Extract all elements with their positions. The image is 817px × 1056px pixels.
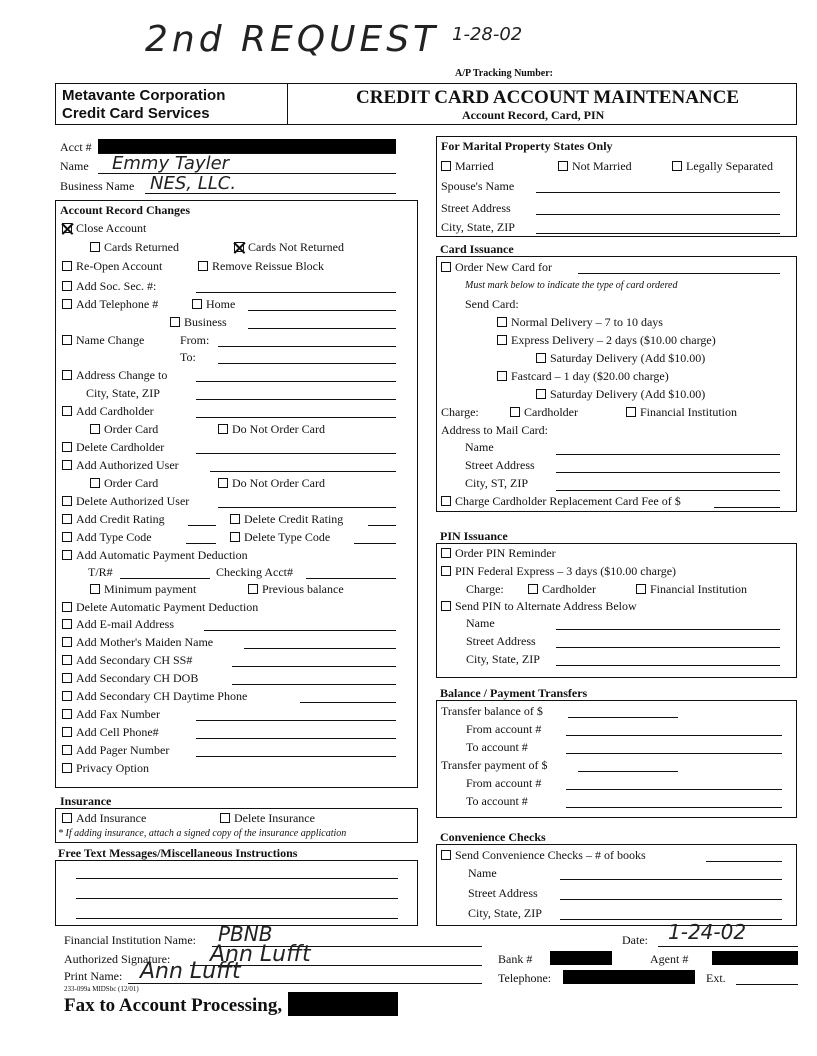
pin-street-label: Street Address [466, 634, 536, 648]
transfer-payment-line[interactable] [578, 771, 678, 772]
min-payment-checkbox[interactable] [90, 584, 100, 594]
name-label: Name [60, 159, 89, 173]
sec-ss-checkbox[interactable] [62, 655, 72, 665]
cards-returned-checkbox[interactable] [90, 242, 100, 252]
card-issuance-box [436, 256, 797, 512]
add-type-line[interactable] [186, 543, 216, 544]
delete-type-row[interactable] [230, 531, 330, 543]
home-checkbox[interactable] [192, 299, 202, 309]
acct-label: Acct # [60, 140, 92, 154]
remove-reissue-label: Remove Reissue Block [212, 259, 324, 273]
addr-csz-line[interactable] [196, 399, 396, 400]
payment-from-label: From account # [466, 776, 542, 790]
add-insurance-label: Add Insurance [76, 811, 147, 825]
delete-auto-row[interactable] [62, 601, 258, 613]
normal-row[interactable] [497, 316, 663, 328]
tel-label: Add Telephone # [76, 297, 159, 311]
maiden-row[interactable] [62, 636, 213, 648]
ext-label: Ext. [706, 971, 726, 985]
soc-line[interactable] [196, 292, 396, 293]
bank-label: Bank # [498, 952, 533, 966]
delete-insurance-checkbox[interactable] [220, 813, 230, 823]
sec-phone-row[interactable] [62, 690, 247, 702]
normal-checkbox[interactable] [497, 317, 507, 327]
delete-insurance-row[interactable] [220, 812, 315, 824]
to-line[interactable] [218, 363, 396, 364]
card-issuance-title: Card Issuance [440, 242, 514, 256]
free-text-line-3[interactable] [76, 918, 398, 919]
pin-street-line[interactable] [556, 647, 780, 648]
fax-row[interactable] [62, 708, 160, 720]
fax-checkbox[interactable] [62, 709, 72, 719]
delete-auto-checkbox[interactable] [62, 602, 72, 612]
do-not-order-checkbox[interactable] [218, 424, 228, 434]
soc-label: Add Soc. Sec. #: [76, 279, 157, 293]
marital-street-line[interactable] [536, 214, 780, 215]
add-credit-line[interactable] [188, 525, 216, 526]
pin-federal-label: PIN Federal Express – 3 days ($10.00 charge) [455, 564, 677, 578]
delete-type-label: Delete Type Code [244, 530, 331, 544]
convenience-name-line[interactable] [560, 879, 782, 880]
address-mail-label: Address to Mail Card: [441, 423, 548, 437]
sec-dob-checkbox[interactable] [62, 673, 72, 683]
tel-row[interactable] [62, 298, 158, 310]
add-cardholder-line[interactable] [196, 417, 396, 418]
name-change-checkbox[interactable] [62, 335, 72, 345]
insurance-title: Insurance [60, 794, 112, 808]
addr-change-row[interactable] [62, 369, 167, 381]
card-charge-fi-label: Financial Institution [640, 405, 737, 419]
pager-line[interactable] [196, 756, 396, 757]
home-line[interactable] [248, 310, 396, 311]
replacement-fee-checkbox[interactable] [441, 496, 451, 506]
replacement-fee-row[interactable] [441, 495, 681, 507]
convenience-send-row[interactable] [441, 849, 646, 861]
pin-charge-cardholder-row[interactable] [528, 583, 596, 595]
handwritten-name: Emmy Tayler [112, 153, 230, 174]
cell-checkbox[interactable] [62, 727, 72, 737]
close-account-label: Close Account [76, 221, 147, 235]
add-type-checkbox[interactable] [62, 532, 72, 542]
balance-to-label: To account # [466, 740, 528, 754]
free-text-line-1[interactable] [76, 878, 398, 879]
bank-redaction [550, 951, 612, 965]
convenience-title: Convenience Checks [440, 830, 546, 844]
pager-row[interactable] [62, 744, 169, 756]
fastcard-label: Fastcard – 1 day ($20.00 charge) [511, 369, 669, 383]
cell-line[interactable] [196, 738, 396, 739]
from-line[interactable] [218, 346, 396, 347]
handwritten-print-name: Ann Lufft [140, 959, 241, 984]
not-married-label: Not Married [572, 159, 632, 173]
add-credit-row[interactable] [62, 513, 165, 525]
marital-title: For Marital Property States Only [441, 139, 613, 153]
order-new-row[interactable] [441, 261, 552, 273]
privacy-checkbox[interactable] [62, 763, 72, 773]
prev-balance-checkbox[interactable] [248, 584, 258, 594]
card-charge-cardholder-checkbox[interactable] [510, 407, 520, 417]
free-text-line-2[interactable] [76, 898, 398, 899]
handwritten-request-date: 1-28-02 [452, 24, 523, 45]
do-not-order-label: Do Not Order Card [232, 422, 325, 436]
order-card2-checkbox[interactable] [90, 478, 100, 488]
convenience-csz-label: City, State, ZIP [468, 906, 542, 920]
name-change-label: Name Change [76, 333, 145, 347]
pin-charge-cardholder-label: Cardholder [542, 582, 596, 596]
addr-csz-label: City, State, ZIP [86, 386, 160, 400]
order-card2-row[interactable] [90, 477, 158, 489]
separated-checkbox[interactable] [672, 161, 682, 171]
delete-credit-row[interactable] [230, 513, 343, 525]
card-mail-street-line[interactable] [556, 472, 780, 473]
pin-send-alt-label: Send PIN to Alternate Address Below [455, 599, 637, 613]
send-card-label: Send Card: [465, 297, 519, 311]
normal-label: Normal Delivery – 7 to 10 days [511, 315, 663, 329]
addr-change-label: Address Change to [76, 368, 168, 382]
maiden-checkbox[interactable] [62, 637, 72, 647]
fax-redaction [288, 992, 398, 1016]
replacement-fee-label: Charge Cardholder Replacement Card Fee of $ [455, 494, 681, 508]
do-not-order2-checkbox[interactable] [218, 478, 228, 488]
cards-not-returned-label: Cards Not Returned [248, 240, 344, 254]
add-cardholder-label: Add Cardholder [76, 404, 154, 418]
min-payment-label: Minimum payment [104, 582, 197, 596]
insurance-note: * If adding insurance, attach a signed copy of the insurance application [58, 828, 347, 839]
home-label: Home [206, 297, 236, 311]
fax-label: Add Fax Number [76, 707, 160, 721]
card-mail-name-label: Name [465, 440, 494, 454]
fax-instruction: Fax to Account Processing, [64, 995, 283, 1016]
auth-sig-label: Authorized Signature: [64, 952, 171, 966]
add-type-label: Add Type Code [76, 530, 152, 544]
balance-from-label: From account # [466, 722, 542, 736]
pin-charge-cardholder-checkbox[interactable] [528, 584, 538, 594]
add-cardholder-checkbox[interactable] [62, 406, 72, 416]
express-row[interactable] [497, 334, 716, 346]
sec-ss-line[interactable] [232, 666, 396, 667]
do-not-order-row[interactable] [218, 423, 325, 435]
add-auth-label: Add Authorized User [76, 458, 179, 472]
business-phone-label: Business [184, 315, 227, 329]
delete-cardholder-label: Delete Cardholder [76, 440, 165, 454]
checking-label: Checking Acct# [216, 565, 293, 579]
pin-send-alt-row[interactable] [441, 600, 637, 612]
pager-label: Add Pager Number [76, 743, 170, 757]
card-charge-fi-row[interactable] [626, 406, 737, 418]
sec-dob-label: Add Secondary CH DOB [76, 671, 199, 685]
transfer-balance-line[interactable] [568, 717, 678, 718]
fastcard-row[interactable] [497, 370, 669, 382]
add-type-row[interactable] [62, 531, 152, 543]
privacy-row[interactable] [62, 762, 149, 774]
close-account-checkbox[interactable] [62, 223, 72, 233]
handwritten-business: NES, LLC. [150, 173, 237, 194]
delete-cardholder-checkbox[interactable] [62, 442, 72, 452]
sec-phone-line[interactable] [300, 702, 396, 703]
free-text-title: Free Text Messages/Miscellaneous Instructions [58, 846, 298, 860]
pin-federal-row[interactable] [441, 565, 676, 577]
pin-charge-fi-row[interactable] [636, 583, 747, 595]
express-checkbox[interactable] [497, 335, 507, 345]
marital-csz-label: City, State, ZIP [441, 220, 515, 234]
saturday1-checkbox[interactable] [536, 353, 546, 363]
soc-row[interactable] [62, 280, 156, 292]
prev-balance-label: Previous balance [262, 582, 344, 596]
cards-not-returned-checkbox[interactable] [234, 242, 244, 252]
do-not-order2-row[interactable] [218, 477, 325, 489]
remove-reissue-row[interactable] [198, 260, 324, 272]
min-payment-row[interactable] [90, 583, 196, 595]
reopen-label: Re-Open Account [76, 259, 163, 273]
delete-type-checkbox[interactable] [230, 532, 240, 542]
delete-cardholder-row[interactable] [62, 441, 164, 453]
delete-credit-line[interactable] [368, 525, 396, 526]
marital-csz-line[interactable] [536, 233, 780, 234]
form-code: 233-099a MIDSbc (12/01) [64, 985, 139, 993]
handwritten-signature: Ann Lufft [210, 942, 311, 967]
email-row[interactable] [62, 618, 174, 630]
business-name-label: Business Name [60, 179, 135, 193]
order-card-checkbox[interactable] [90, 424, 100, 434]
add-auto-row[interactable] [62, 549, 248, 561]
agent-redaction [712, 951, 798, 965]
delete-auth-row[interactable] [62, 495, 189, 507]
card-charge-label: Charge: [441, 405, 479, 419]
delete-cardholder-line[interactable] [196, 453, 396, 454]
delete-credit-label: Delete Credit Rating [244, 512, 344, 526]
add-auth-checkbox[interactable] [62, 460, 72, 470]
add-credit-checkbox[interactable] [62, 514, 72, 524]
spouse-line[interactable] [536, 192, 780, 193]
tr-label: T/R# [88, 565, 113, 579]
form-title: CREDIT CARD ACCOUNT MAINTENANCE [356, 87, 740, 108]
pin-charge-fi-label: Financial Institution [650, 582, 747, 596]
convenience-name-label: Name [468, 866, 497, 880]
print-name-label: Print Name: [64, 969, 123, 983]
pin-send-alt-checkbox[interactable] [441, 601, 451, 611]
pin-charge-label: Charge: [466, 582, 504, 596]
card-mail-csz-line[interactable] [556, 490, 780, 491]
fastcard-checkbox[interactable] [497, 371, 507, 381]
card-charge-cardholder-row[interactable] [510, 406, 578, 418]
saturday2-row[interactable] [536, 388, 705, 400]
convenience-street-line[interactable] [560, 899, 782, 900]
business-phone-row[interactable] [170, 316, 227, 328]
order-new-checkbox[interactable] [441, 262, 451, 272]
agent-label: Agent # [650, 952, 689, 966]
pin-csz-label: City, State, ZIP [466, 652, 540, 666]
married-checkbox[interactable] [441, 161, 451, 171]
telephone-label: Telephone: [498, 971, 552, 985]
prev-balance-row[interactable] [248, 583, 344, 595]
delete-auth-label: Delete Authorized User [76, 494, 190, 508]
order-card-label: Order Card [104, 422, 159, 436]
cards-returned-label: Cards Returned [104, 240, 179, 254]
header-divider [287, 83, 288, 125]
tel-checkbox[interactable] [62, 299, 72, 309]
delete-insurance-label: Delete Insurance [234, 811, 315, 825]
card-charge-cardholder-label: Cardholder [524, 405, 578, 419]
must-mark-note: Must mark below to indicate the type of card ordered [465, 280, 678, 291]
card-mail-name-line[interactable] [556, 454, 780, 455]
sec-dob-line[interactable] [232, 684, 396, 685]
pin-name-line[interactable] [556, 629, 780, 630]
order-new-line[interactable] [578, 273, 780, 274]
card-charge-fi-checkbox[interactable] [626, 407, 636, 417]
pin-csz-line[interactable] [556, 665, 780, 666]
balance-from-line[interactable] [566, 735, 782, 736]
card-mail-csz-label: City, ST, ZIP [465, 476, 529, 490]
ap-tracking-label: A/P Tracking Number: [455, 68, 553, 79]
reopen-checkbox[interactable] [62, 261, 72, 271]
account-changes-title: Account Record Changes [60, 203, 190, 217]
fax-line[interactable] [196, 720, 396, 721]
sec-dob-row[interactable] [62, 672, 198, 684]
handwritten-date: 1-24-02 [668, 920, 747, 944]
cards-returned-row[interactable] [90, 241, 179, 253]
handwritten-request-note: 2nd REQUEST [145, 19, 440, 60]
order-card-row[interactable] [90, 423, 158, 435]
sec-phone-checkbox[interactable] [62, 691, 72, 701]
tr-line[interactable] [120, 578, 210, 579]
from-label: From: [180, 333, 210, 347]
delete-type-line[interactable] [354, 543, 396, 544]
telephone-redaction [563, 970, 695, 984]
add-auto-checkbox[interactable] [62, 550, 72, 560]
business-phone-checkbox[interactable] [170, 317, 180, 327]
acct-redaction [98, 139, 396, 153]
remove-reissue-checkbox[interactable] [198, 261, 208, 271]
maiden-line[interactable] [244, 648, 396, 649]
pin-title: PIN Issuance [440, 529, 508, 543]
checking-line[interactable] [306, 578, 396, 579]
pin-charge-fi-checkbox[interactable] [636, 584, 646, 594]
sec-ss-row[interactable] [62, 654, 192, 666]
cards-not-returned-row[interactable] [234, 241, 344, 253]
payment-to-line[interactable] [566, 807, 782, 808]
order-new-label: Order New Card for [455, 260, 552, 274]
transfer-balance-label: Transfer balance of $ [441, 704, 543, 718]
reopen-row[interactable] [62, 260, 162, 272]
balance-to-line[interactable] [566, 753, 782, 754]
not-married-checkbox[interactable] [558, 161, 568, 171]
add-insurance-checkbox[interactable] [62, 813, 72, 823]
date-label: Date: [622, 933, 648, 947]
handwritten-institution: PBNB [218, 922, 273, 946]
convenience-books-line[interactable] [706, 861, 782, 862]
express-label: Express Delivery – 2 days ($10.00 charge) [511, 333, 716, 347]
add-cardholder-row[interactable] [62, 405, 154, 417]
order-card2-label: Order Card [104, 476, 159, 490]
delete-auth-checkbox[interactable] [62, 496, 72, 506]
addr-change-line[interactable] [196, 381, 396, 382]
pager-checkbox[interactable] [62, 745, 72, 755]
email-checkbox[interactable] [62, 619, 72, 629]
home-row[interactable] [192, 298, 235, 310]
sec-ss-label: Add Secondary CH SS# [76, 653, 193, 667]
convenience-send-label: Send Convenience Checks – # of books [455, 848, 646, 862]
convenience-street-label: Street Address [468, 886, 538, 900]
convenience-send-checkbox[interactable] [441, 850, 451, 860]
add-auto-label: Add Automatic Payment Deduction [76, 548, 248, 562]
department-name: Credit Card Services [62, 105, 210, 122]
cell-row[interactable] [62, 726, 159, 738]
not-married-row[interactable] [558, 160, 632, 172]
fin-inst-name-label: Financial Institution Name: [64, 933, 196, 947]
separated-row[interactable] [672, 160, 773, 172]
payment-to-label: To account # [466, 794, 528, 808]
payment-from-line[interactable] [566, 789, 782, 790]
saturday2-label: Saturday Delivery (Add $10.00) [550, 387, 706, 401]
pin-reminder-checkbox[interactable] [441, 548, 451, 558]
card-mail-street-label: Street Address [465, 458, 535, 472]
sec-phone-label: Add Secondary CH Daytime Phone [76, 689, 248, 703]
add-insurance-row[interactable] [62, 812, 146, 824]
transfer-payment-label: Transfer payment of $ [441, 758, 548, 772]
separated-label: Legally Separated [686, 159, 773, 173]
soc-checkbox[interactable] [62, 281, 72, 291]
pin-federal-checkbox[interactable] [441, 566, 451, 576]
name-change-row[interactable] [62, 334, 144, 346]
pin-reminder-label: Order PIN Reminder [455, 546, 556, 560]
spouse-label: Spouse's Name [441, 179, 515, 193]
close-account-row[interactable] [62, 222, 146, 234]
ext-line[interactable] [736, 984, 798, 985]
add-auth-row[interactable] [62, 459, 179, 471]
email-line[interactable] [204, 630, 396, 631]
saturday1-row[interactable] [536, 352, 705, 364]
business-phone-line[interactable] [248, 328, 396, 329]
date-line[interactable] [658, 946, 798, 947]
delete-auto-label: Delete Automatic Payment Deduction [76, 600, 259, 614]
email-label: Add E-mail Address [76, 617, 174, 631]
to-label: To: [180, 350, 196, 364]
marital-street-label: Street Address [441, 201, 511, 215]
balance-title: Balance / Payment Transfers [440, 686, 588, 700]
cell-label: Add Cell Phone# [76, 725, 159, 739]
add-auth-line[interactable] [210, 471, 396, 472]
married-label: Married [455, 159, 494, 173]
delete-auth-line[interactable] [218, 507, 396, 508]
privacy-label: Privacy Option [76, 761, 149, 775]
form-subtitle: Account Record, Card, PIN [462, 108, 605, 122]
maiden-label: Add Mother's Maiden Name [76, 635, 214, 649]
addr-change-checkbox[interactable] [62, 370, 72, 380]
saturday1-label: Saturday Delivery (Add $10.00) [550, 351, 706, 365]
saturday2-checkbox[interactable] [536, 389, 546, 399]
delete-credit-checkbox[interactable] [230, 514, 240, 524]
pin-name-label: Name [466, 616, 495, 630]
pin-reminder-row[interactable] [441, 547, 556, 559]
married-row[interactable] [441, 160, 494, 172]
replacement-fee-line[interactable] [714, 507, 780, 508]
free-text-box [55, 860, 418, 926]
add-credit-label: Add Credit Rating [76, 512, 165, 526]
company-name: Metavante Corporation [62, 87, 226, 104]
do-not-order2-label: Do Not Order Card [232, 476, 325, 490]
